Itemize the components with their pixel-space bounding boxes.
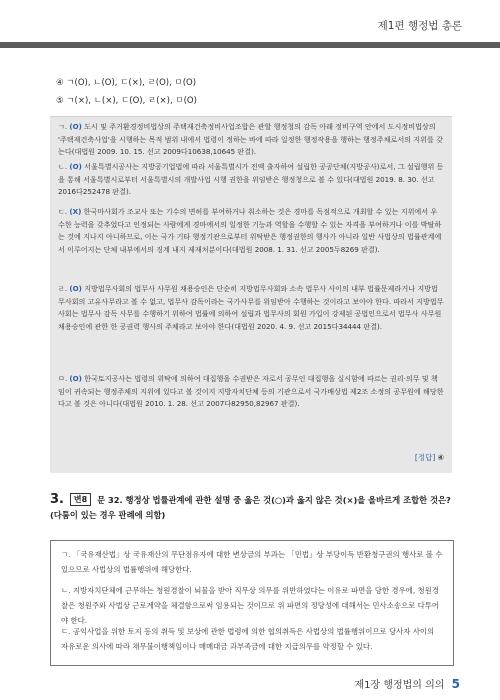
item-mark: (O) xyxy=(69,374,82,383)
item-label: ㄱ. xyxy=(58,122,68,131)
option-4: ④ ㄱ(O), ㄴ(O), ㄷ(×), ㄹ(O), ㅁ(O) xyxy=(56,78,197,88)
item-label: ㄹ. xyxy=(58,284,68,293)
explanation-item xyxy=(58,206,444,256)
answer-label: [정답] xyxy=(414,453,436,462)
answer-value: ④ xyxy=(437,453,444,462)
explanation-item xyxy=(58,373,444,411)
item-text: 서울특별시공사는 지방공기업법에 따라 서울특별시가 전액 출자하여 설립한 공공단체(지방공사)로서, 그 설립행위 등을 통해 서울특별시로부터 서울특별시의 개발사업 시행 권한을 위임받은 행정청으로 볼 수 있다(대법원 2019. 8. 30. 선고 2016다252478 판결). xyxy=(58,162,444,196)
item-text: 한국토지공사는 법령의 위탁에 의하여 대집행을 수권받은 자로서 공무인 대집행을 실시함에 따르는 권리·의무 및 책임이 귀속되는 행정주체의 지위에 있다고 볼 것이지 지방자치단체 등의 기관으로서 국가배상법 제2조 소정의 공무원에 해당한다고 볼 것은 아니다(대법원 2010. 1. 28. 선고 2007다82950,82967 판결). xyxy=(58,374,444,408)
answer-key xyxy=(415,452,444,463)
page-header-title: 제1편 행정법 총론 xyxy=(377,20,462,32)
item-text: 지방법무사회의 법무사 사무원 채용승인은 단순히 지방법무사회와 소속 법무사 사이의 내부 법률문제라거나 지방법무사회의 고유사무라고 볼 수 없고, 법무사 감독이라는 국가사무를 위임받아 수행하는 것이라고 보아야 한다. 따라서 지방법무사회는 법무사 감독 사무를 수행하기 위하여 법률에 의하여 설립과 법무사의 회원 가입이 강제된 공법인으로서 법무사 사무원 채용승인에 관한 한 공권력 행사의 주체라고 보아야 한다(대법원 2020. 4. 9. 선고 2015다34444 판결). xyxy=(58,284,444,331)
item-label: ㅁ. xyxy=(58,374,68,383)
explanation-item xyxy=(58,161,444,199)
page-footer xyxy=(354,676,460,691)
statement-item: ㄱ. 「국유재산법」상 국유재산의 무단점유자에 대한 변상금의 부과는 「민법」상 부당이득 반환청구권의 행사로 볼 수 있으므로 사법상의 법률행위에 해당한다. xyxy=(61,550,443,574)
statement-item: ㄷ. 공익사업을 위한 토지 등의 취득 및 보상에 관한 법령에 의한 협의취득은 사법상의 법률행위이므로 당사자 사이의 자유로운 의사에 따라 채무불이행책임이나 매매대금 과부족금에 대한 지급의무를 약정할 수 있다. xyxy=(61,627,435,651)
footer-chapter: 제1장 행정법의 의의 xyxy=(354,680,445,691)
question-text: 문 32. 행정상 법률관계에 관한 설명 중 옳은 것(○)과 옳지 않은 것(×)을 올바르게 조합한 것은? (다툼이 있는 경우 판례에 의함) xyxy=(50,495,451,520)
question-stem xyxy=(50,492,454,523)
statement-item: ㄴ. 지방자치단체에 근무하는 청원경찰이 뇌물을 받아 직무상 의무를 위반하였다는 이유로 파면을 당한 경우에, 청원경찰은 청원주와 사법상 근로계약을 체결함으로써 임용되는 것이므로 위 파면의 정당성에 대해서는 민사소송으로 다투어야 한다. xyxy=(61,586,440,625)
explanation-item xyxy=(58,283,444,333)
question-number: 3. xyxy=(50,492,64,507)
header-rule xyxy=(0,42,500,48)
item-mark: (O) xyxy=(69,284,82,293)
item-mark: (O) xyxy=(69,122,82,131)
item-text: 한국마사회가 조교사 또는 기수의 면허를 부여하거나 취소하는 것은 경마를 독점적으로 개최할 수 있는 지위에서 우수한 능력을 갖추었다고 인정되는 사람에게 경마에서의 일정한 기능과 역할을 수행할 수 있는 자격을 부여하거나 이를 박탈하는 것에 지나지 아니하므로, 이는 국가 기타 행정기관으로부터 위탁받은 행정권한의 행사가 아니라 일반 사법상의 법률관계에서 이루어지는 단체 내부에서의 징계 내지 제재처분이다(대법원 2008. 1. 31. 선고 2005두8269 판결). xyxy=(58,207,442,254)
explanation-box xyxy=(50,116,452,473)
explanation-item xyxy=(58,121,444,159)
option-5: ⑤ ㄱ(×), ㄴ(×), ㄷ(O), ㄹ(×), ㅁ(O) xyxy=(56,96,197,106)
item-label: ㄷ. xyxy=(58,207,68,216)
item-mark: (X) xyxy=(69,207,82,216)
item-label: ㄴ. xyxy=(58,162,68,171)
page-number: 5 xyxy=(451,677,460,691)
answer-options xyxy=(56,74,197,110)
question-source-badge: 변8 xyxy=(70,493,91,506)
item-mark: (O) xyxy=(69,162,82,171)
statement-box xyxy=(50,540,454,666)
item-text: 도시 및 주거환경정비법상의 주택재건축정비사업조합은 관할 행정청의 감독 아래 정비구역 안에서 도시정비법상의 '주택재건축사업'을 시행하는 목적 범위 내에서 법령이 정하는 바에 따라 일정한 행정작용을 행하는 행정주체로서의 지위를 갖는다(대법원 2009. 10. 15. 선고 2009다10638,10645 판결). xyxy=(58,122,443,156)
